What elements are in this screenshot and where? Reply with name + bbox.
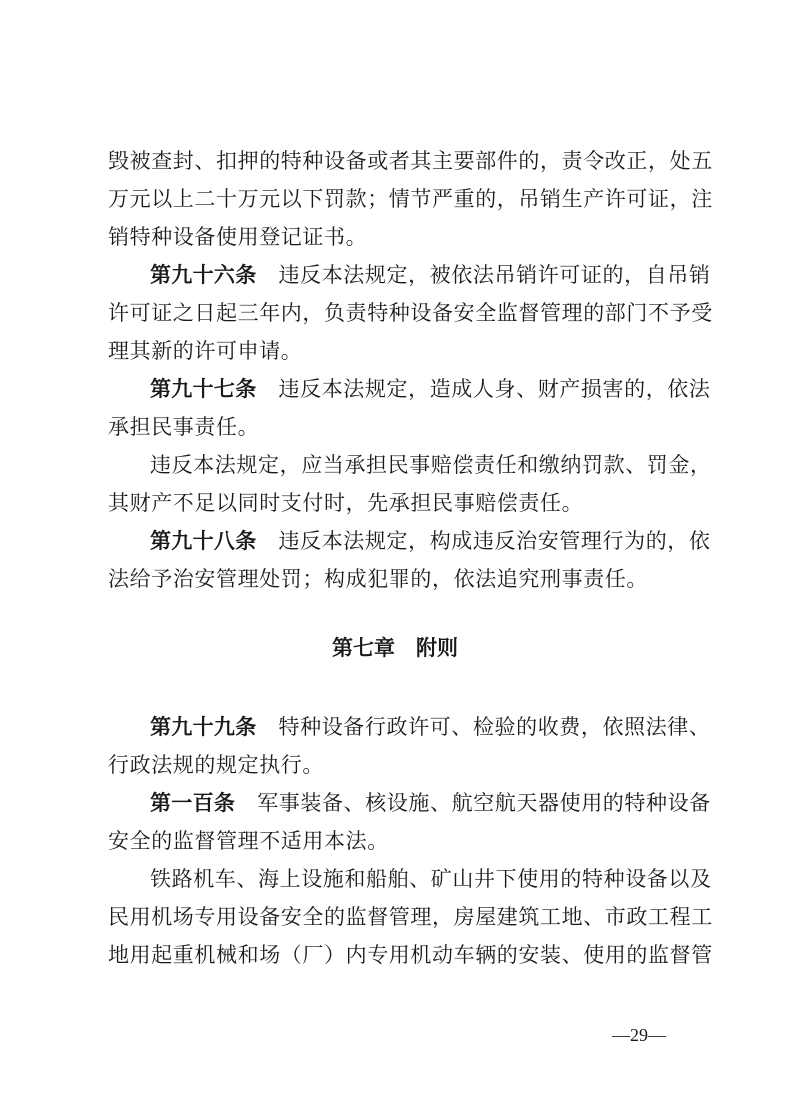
text-line: 违反本法规定，应当承担民事赔偿责任和缴纳罚款、罚金， (150, 453, 712, 477)
text-line: 许可证之日起三年内，负责特种设备安全监督管理的部门不予受 (108, 301, 713, 325)
article-100-text: 军事装备、核设施、航空航天器使用的特种设备 (257, 791, 711, 815)
article-98-text: 违反本法规定，构成违反治安管理行为的，依 (278, 529, 711, 553)
article-99-number: 第九十九条 (150, 715, 257, 739)
text-line: 法给予治安管理处罚；构成犯罪的，依法追究刑事责任。 (108, 567, 648, 591)
article-98-line (150, 522, 711, 560)
chapter-heading: 第七章 附则 (332, 636, 458, 660)
article-99-line (150, 708, 711, 746)
article-97-number: 第九十七条 (150, 377, 257, 401)
page-number: —29— (612, 1025, 666, 1045)
text-line: 承担民事责任。 (108, 415, 260, 439)
text-line: 销特种设备使用登记证书。 (108, 225, 368, 249)
text-line: 理其新的许可申请。 (108, 339, 303, 363)
article-99-text: 特种设备行政许可、检验的收费，依照法律、 (278, 715, 711, 739)
text-line: 安全的监督管理不适用本法。 (108, 829, 389, 853)
text-line: 铁路机车、海上设施和船舶、矿山井下使用的特种设备以及 (150, 867, 712, 891)
text-line: 万元以上二十万元以下罚款；情节严重的，吊销生产许可证，注 (108, 187, 713, 211)
article-100-line (150, 784, 711, 822)
text-line: 其财产不足以同时支付时，先承担民事赔偿责任。 (108, 491, 584, 515)
article-97-line (150, 370, 711, 408)
article-97-text: 违反本法规定，造成人身、财产损害的，依法 (278, 377, 711, 401)
article-96-line (150, 256, 711, 294)
article-98-number: 第九十八条 (150, 529, 257, 553)
article-96-number: 第九十六条 (150, 263, 257, 287)
text-line: 地用起重机械和场（厂）内专用机动车辆的安装、使用的监督管 (108, 943, 713, 967)
article-100-number: 第一百条 (150, 791, 236, 815)
text-line: 毁被查封、扣押的特种设备或者其主要部件的，责令改正，处五 (108, 149, 713, 173)
article-96-text: 违反本法规定，被依法吊销许可证的，自吊销 (278, 263, 711, 287)
text-line: 民用机场专用设备安全的监督管理，房屋建筑工地、市政工程工 (108, 905, 713, 929)
text-line: 行政法规的规定执行。 (108, 753, 324, 777)
